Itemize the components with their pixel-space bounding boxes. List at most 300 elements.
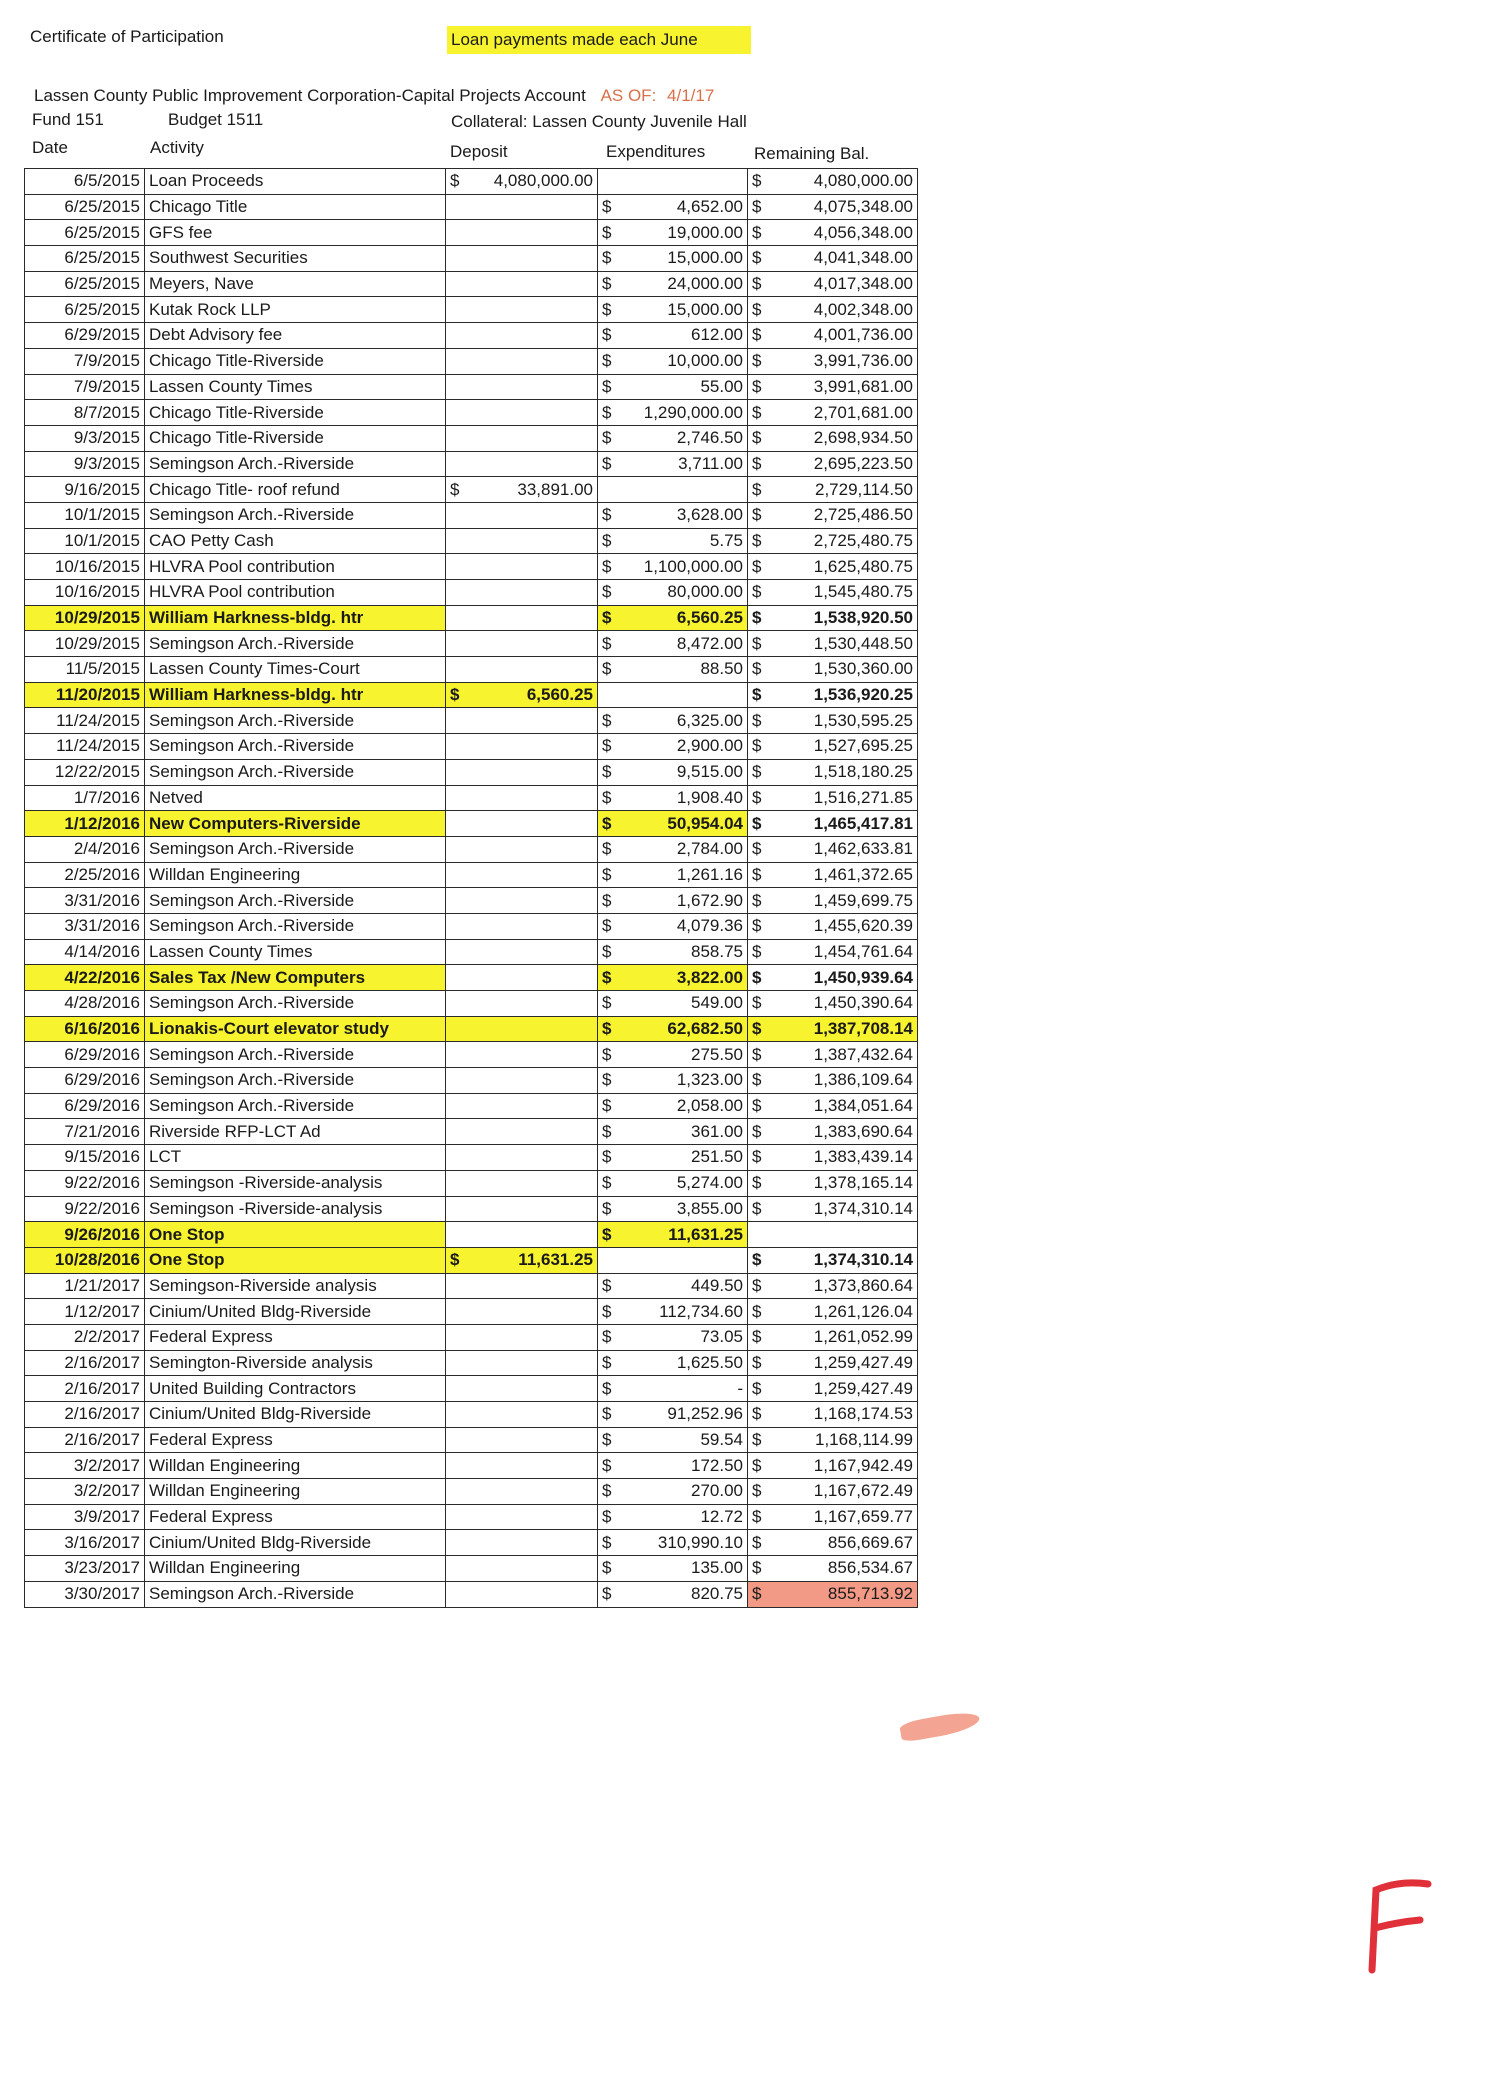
currency-symbol: $	[752, 351, 762, 371]
cell-activity: One Stop	[145, 1222, 446, 1248]
bal-value: 1,374,310.14	[813, 1250, 913, 1270]
cell-expenditure	[598, 1479, 748, 1505]
cell-expenditure	[598, 862, 748, 888]
cell-deposit	[446, 785, 598, 811]
bal-value: 1,545,480.75	[813, 582, 913, 602]
cell-expenditure	[598, 888, 748, 914]
exp-value: 15,000.00	[667, 248, 743, 268]
bal-value: 1,383,690.64	[813, 1121, 913, 1141]
cell-balance	[748, 220, 918, 246]
cell-activity: Riverside RFP-LCT Ad	[145, 1119, 446, 1145]
cell-deposit	[446, 708, 598, 734]
currency-symbol: $	[752, 1430, 762, 1450]
cell-balance	[748, 425, 918, 451]
cell-date: 6/16/2016	[25, 1016, 145, 1042]
cell-expenditure	[598, 580, 748, 606]
currency-symbol: $	[602, 1584, 612, 1604]
loan-payments-note: Loan payments made each June	[447, 26, 751, 54]
table-row	[25, 1042, 918, 1068]
currency-symbol: $	[752, 582, 762, 602]
table-row	[25, 297, 918, 323]
cell-balance	[748, 348, 918, 374]
cell-expenditure	[598, 1530, 748, 1556]
column-header-date: Date	[32, 138, 68, 157]
table-row	[25, 991, 918, 1017]
cell-activity: William Harkness-bldg. htr	[145, 605, 446, 631]
cell-date: 10/16/2015	[25, 580, 145, 606]
currency-symbol: $	[752, 1352, 762, 1372]
cell-expenditure	[598, 194, 748, 220]
currency-symbol: $	[602, 993, 612, 1013]
cell-date: 10/28/2016	[25, 1247, 145, 1273]
cell-deposit	[446, 811, 598, 837]
exp-value: 24,000.00	[667, 274, 743, 294]
currency-symbol: $	[602, 428, 612, 448]
currency-symbol: $	[602, 1301, 612, 1321]
cell-deposit	[446, 220, 598, 246]
cell-activity: Willdan Engineering	[145, 1453, 446, 1479]
table-row	[25, 554, 918, 580]
as-of-date: 4/1/17	[667, 86, 715, 105]
account-line	[34, 86, 714, 106]
currency-symbol: $	[752, 248, 762, 268]
cell-activity: Semingson Arch.-Riverside	[145, 1581, 446, 1607]
table-row	[25, 1196, 918, 1222]
cell-balance	[748, 1273, 918, 1299]
cell-date: 6/29/2016	[25, 1068, 145, 1094]
cell-date: 1/12/2016	[25, 811, 145, 837]
exp-value: 172.50	[691, 1455, 743, 1475]
as-of-label: AS OF:	[600, 86, 657, 105]
currency-symbol: $	[752, 813, 762, 833]
cell-deposit	[446, 425, 598, 451]
cell-expenditure	[598, 528, 748, 554]
currency-symbol: $	[752, 1121, 762, 1141]
cell-date: 6/25/2015	[25, 246, 145, 272]
currency-symbol: $	[602, 659, 612, 679]
currency-symbol: $	[602, 556, 612, 576]
table-row	[25, 1427, 918, 1453]
cell-activity: Sales Tax /New Computers	[145, 965, 446, 991]
cell-activity: Semingson Arch.-Riverside	[145, 888, 446, 914]
cell-activity: Cinium/United Bldg-Riverside	[145, 1530, 446, 1556]
cell-balance	[748, 580, 918, 606]
exp-value: 9,515.00	[676, 762, 743, 782]
collateral-label: Collateral: Lassen County Juvenile Hall	[451, 112, 747, 131]
currency-symbol: $	[602, 1430, 612, 1450]
cell-expenditure	[598, 1042, 748, 1068]
cell-expenditure	[598, 1247, 748, 1273]
cell-deposit	[446, 682, 598, 708]
currency-symbol: $	[752, 1404, 762, 1424]
currency-symbol: $	[602, 505, 612, 525]
table-row	[25, 862, 918, 888]
currency-symbol: $	[602, 351, 612, 371]
table-row	[25, 1247, 918, 1273]
cell-activity: Chicago Title-Riverside	[145, 348, 446, 374]
exp-value: 1,908.40	[676, 787, 743, 807]
cell-deposit	[446, 1196, 598, 1222]
cell-activity: HLVRA Pool contribution	[145, 580, 446, 606]
cell-deposit	[446, 631, 598, 657]
table-row	[25, 580, 918, 606]
cell-activity: Semingson Arch.-Riverside	[145, 708, 446, 734]
cell-balance	[748, 451, 918, 477]
exp-value: 2,784.00	[676, 839, 743, 859]
cell-date: 3/30/2017	[25, 1581, 145, 1607]
bal-value: 2,725,486.50	[813, 505, 913, 525]
exp-value: 1,290,000.00	[643, 402, 743, 422]
currency-symbol: $	[752, 1507, 762, 1527]
cell-date: 3/2/2017	[25, 1479, 145, 1505]
cell-activity: Federal Express	[145, 1504, 446, 1530]
column-header-remaining: Remaining Bal.	[754, 144, 870, 163]
currency-symbol: $	[602, 916, 612, 936]
cell-date: 10/16/2015	[25, 554, 145, 580]
cell-activity: Semingson Arch.-Riverside	[145, 1093, 446, 1119]
cell-expenditure	[598, 1402, 748, 1428]
cell-balance	[748, 374, 918, 400]
table-row	[25, 1479, 918, 1505]
currency-symbol: $	[602, 608, 612, 628]
cell-expenditure	[598, 169, 748, 195]
cell-date: 10/1/2015	[25, 502, 145, 528]
cell-deposit	[446, 1042, 598, 1068]
cell-expenditure	[598, 939, 748, 965]
bal-value: 1,450,939.64	[813, 967, 913, 987]
cell-activity: Southwest Securities	[145, 246, 446, 272]
table-row	[25, 913, 918, 939]
currency-symbol: $	[752, 993, 762, 1013]
cell-balance	[748, 759, 918, 785]
table-row	[25, 374, 918, 400]
currency-symbol: $	[602, 710, 612, 730]
cell-date: 2/2/2017	[25, 1324, 145, 1350]
currency-symbol: $	[602, 1173, 612, 1193]
cell-expenditure	[598, 605, 748, 631]
exp-value: 858.75	[691, 941, 743, 961]
cell-balance	[748, 965, 918, 991]
cell-deposit	[446, 862, 598, 888]
cell-date: 9/3/2015	[25, 425, 145, 451]
cell-deposit	[446, 991, 598, 1017]
cell-expenditure	[598, 1376, 748, 1402]
currency-symbol: $	[752, 222, 762, 242]
bal-value: 4,080,000.00	[813, 171, 913, 191]
table-row	[25, 1376, 918, 1402]
cell-expenditure	[598, 1453, 748, 1479]
cell-date: 10/29/2015	[25, 631, 145, 657]
cell-deposit	[446, 1324, 598, 1350]
cell-expenditure	[598, 1068, 748, 1094]
currency-symbol: $	[752, 376, 762, 396]
bal-value: 1,387,708.14	[813, 1019, 913, 1039]
cell-activity: William Harkness-bldg. htr	[145, 682, 446, 708]
cell-balance	[748, 1119, 918, 1145]
currency-symbol: $	[602, 967, 612, 987]
currency-symbol: $	[752, 1250, 762, 1270]
account-name: Lassen County Public Improvement Corporation-Capital Projects Account	[34, 86, 586, 105]
cell-balance	[748, 682, 918, 708]
table-row	[25, 1530, 918, 1556]
currency-symbol: $	[752, 428, 762, 448]
bal-value: 1,625,480.75	[813, 556, 913, 576]
cell-deposit	[446, 1273, 598, 1299]
exp-value: 135.00	[691, 1558, 743, 1578]
cell-activity: Semingson Arch.-Riverside	[145, 913, 446, 939]
cell-balance	[748, 1402, 918, 1428]
exp-value: 2,058.00	[676, 1096, 743, 1116]
cell-date: 11/5/2015	[25, 657, 145, 683]
cell-deposit	[446, 169, 598, 195]
currency-symbol: $	[752, 1378, 762, 1398]
table-row	[25, 1556, 918, 1582]
bal-value: 1,538,920.50	[813, 608, 913, 628]
currency-symbol: $	[602, 1455, 612, 1475]
cell-balance	[748, 1479, 918, 1505]
currency-symbol: $	[752, 1019, 762, 1039]
cell-deposit	[446, 734, 598, 760]
currency-symbol: $	[602, 222, 612, 242]
cell-date: 9/15/2016	[25, 1145, 145, 1171]
cell-balance	[748, 1170, 918, 1196]
table-row	[25, 734, 918, 760]
cell-deposit	[446, 246, 598, 272]
cell-balance	[748, 297, 918, 323]
currency-symbol: $	[752, 1044, 762, 1064]
exp-value: 310,990.10	[657, 1532, 743, 1552]
cell-expenditure	[598, 323, 748, 349]
table-row	[25, 451, 918, 477]
table-row	[25, 1145, 918, 1171]
table-row	[25, 657, 918, 683]
table-row	[25, 271, 918, 297]
cell-activity: Semingson Arch.-Riverside	[145, 836, 446, 862]
cell-date: 1/12/2017	[25, 1299, 145, 1325]
bal-value: 3,991,681.00	[813, 376, 913, 396]
cell-activity: Loan Proceeds	[145, 169, 446, 195]
cell-balance	[748, 991, 918, 1017]
cell-expenditure	[598, 425, 748, 451]
exp-value: 6,325.00	[676, 710, 743, 730]
cell-date: 8/7/2015	[25, 400, 145, 426]
cell-deposit	[446, 913, 598, 939]
table-row	[25, 246, 918, 272]
cell-deposit	[446, 1376, 598, 1402]
cell-balance	[748, 194, 918, 220]
cell-date: 6/25/2015	[25, 271, 145, 297]
cell-activity: Federal Express	[145, 1324, 446, 1350]
exp-value: 88.50	[700, 659, 743, 679]
bal-value: 2,729,114.50	[815, 479, 913, 499]
table-row	[25, 1453, 918, 1479]
bal-value: 4,056,348.00	[813, 222, 913, 242]
bal-value: 855,713.92	[827, 1584, 913, 1604]
table-row	[25, 708, 918, 734]
cell-deposit	[446, 271, 598, 297]
bal-value: 4,041,348.00	[813, 248, 913, 268]
currency-symbol: $	[602, 530, 612, 550]
exp-value: 449.50	[691, 1275, 743, 1295]
exp-value: 612.00	[691, 325, 743, 345]
currency-symbol: $	[602, 1275, 612, 1295]
cell-date: 9/3/2015	[25, 451, 145, 477]
cell-balance	[748, 400, 918, 426]
cell-expenditure	[598, 913, 748, 939]
cell-activity: Chicago Title-Riverside	[145, 400, 446, 426]
cell-balance	[748, 939, 918, 965]
cell-activity: Semington-Riverside analysis	[145, 1350, 446, 1376]
cell-expenditure	[598, 1170, 748, 1196]
currency-symbol: $	[752, 1532, 762, 1552]
currency-symbol: $	[752, 453, 762, 473]
cell-date: 3/31/2016	[25, 913, 145, 939]
cell-deposit	[446, 348, 598, 374]
cell-date: 3/2/2017	[25, 1453, 145, 1479]
cell-balance	[748, 1145, 918, 1171]
cell-deposit	[446, 657, 598, 683]
cell-expenditure	[598, 1556, 748, 1582]
ledger-table	[24, 168, 918, 1608]
exp-value: 112,734.60	[659, 1301, 743, 1321]
bal-value: 856,534.67	[827, 1558, 913, 1578]
cell-deposit	[446, 1222, 598, 1248]
cell-date: 6/29/2016	[25, 1093, 145, 1119]
currency-symbol: $	[752, 787, 762, 807]
bal-value: 4,001,736.00	[813, 325, 913, 345]
currency-symbol: $	[752, 274, 762, 294]
cell-activity: Chicago Title	[145, 194, 446, 220]
bal-value: 1,384,051.64	[813, 1096, 913, 1116]
currency-symbol: $	[602, 1121, 612, 1141]
cell-balance	[748, 1581, 918, 1607]
currency-symbol: $	[602, 736, 612, 756]
exp-value: 10,000.00	[667, 351, 743, 371]
currency-symbol: $	[602, 839, 612, 859]
currency-symbol: $	[602, 1070, 612, 1090]
currency-symbol: $	[602, 633, 612, 653]
currency-symbol: $	[752, 890, 762, 910]
cell-expenditure	[598, 1222, 748, 1248]
cell-expenditure	[598, 1119, 748, 1145]
exp-value: 3,822.00	[676, 967, 743, 987]
currency-symbol: $	[602, 299, 612, 319]
bal-value: 1,167,659.77	[813, 1507, 913, 1527]
cell-activity: Debt Advisory fee	[145, 323, 446, 349]
cell-balance	[748, 1196, 918, 1222]
cell-balance	[748, 811, 918, 837]
cell-date: 9/22/2016	[25, 1196, 145, 1222]
cell-activity: Semingson Arch.-Riverside	[145, 1042, 446, 1068]
cell-balance	[748, 631, 918, 657]
cell-date: 11/24/2015	[25, 708, 145, 734]
exp-value: 1,261.16	[676, 864, 743, 884]
cell-balance	[748, 1247, 918, 1273]
cell-activity: Chicago Title- roof refund	[145, 477, 446, 503]
table-row	[25, 528, 918, 554]
currency-symbol: $	[752, 608, 762, 628]
cell-deposit	[446, 1119, 598, 1145]
cell-expenditure	[598, 246, 748, 272]
cell-deposit	[446, 554, 598, 580]
currency-symbol: $	[602, 1404, 612, 1424]
exp-value: 91,252.96	[667, 1404, 743, 1424]
table-row	[25, 1016, 918, 1042]
ledger-body	[25, 169, 918, 1608]
cell-deposit	[446, 502, 598, 528]
bal-value: 1,261,052.99	[813, 1327, 913, 1347]
table-row	[25, 425, 918, 451]
table-row	[25, 759, 918, 785]
budget-label: Budget 1511	[168, 110, 264, 129]
exp-value: 549.00	[691, 993, 743, 1013]
currency-symbol: $	[752, 710, 762, 730]
cell-deposit	[446, 1581, 598, 1607]
table-row	[25, 605, 918, 631]
cell-activity: Semingson Arch.-Riverside	[145, 759, 446, 785]
cell-balance	[748, 657, 918, 683]
cell-deposit	[446, 888, 598, 914]
exp-value: 1,323.00	[676, 1070, 743, 1090]
bal-value: 2,695,223.50	[813, 453, 913, 473]
bal-value: 1,530,360.00	[813, 659, 913, 679]
exp-value: 80,000.00	[667, 582, 743, 602]
cell-deposit	[446, 1402, 598, 1428]
bal-value: 1,462,633.81	[813, 839, 913, 859]
currency-symbol: $	[752, 685, 762, 705]
currency-symbol: $	[752, 1096, 762, 1116]
currency-symbol: $	[752, 659, 762, 679]
bal-value: 4,017,348.00	[813, 274, 913, 294]
currency-symbol: $	[602, 787, 612, 807]
cell-date: 12/22/2015	[25, 759, 145, 785]
bal-value: 1,459,699.75	[813, 890, 913, 910]
table-row	[25, 477, 918, 503]
cell-balance	[748, 271, 918, 297]
cell-deposit	[446, 400, 598, 426]
cell-date: 2/16/2017	[25, 1350, 145, 1376]
exp-value: 4,079.36	[676, 916, 743, 936]
cell-activity: GFS fee	[145, 220, 446, 246]
cell-expenditure	[598, 1504, 748, 1530]
cell-date: 2/16/2017	[25, 1402, 145, 1428]
table-row	[25, 1170, 918, 1196]
currency-symbol: $	[752, 1558, 762, 1578]
exp-value: 6,560.25	[676, 608, 743, 628]
cell-expenditure	[598, 1299, 748, 1325]
currency-symbol: $	[602, 1481, 612, 1501]
cell-expenditure	[598, 400, 748, 426]
bal-value: 1,530,595.25	[813, 710, 913, 730]
cell-balance	[748, 1068, 918, 1094]
currency-symbol: $	[602, 1507, 612, 1527]
cell-deposit	[446, 323, 598, 349]
cell-deposit	[446, 1247, 598, 1273]
cell-expenditure	[598, 991, 748, 1017]
cell-deposit	[446, 477, 598, 503]
cell-expenditure	[598, 1145, 748, 1171]
cell-date: 9/22/2016	[25, 1170, 145, 1196]
currency-symbol: $	[752, 556, 762, 576]
table-row	[25, 1402, 918, 1428]
deposit-value: 4,080,000.00	[493, 171, 593, 191]
currency-symbol: $	[602, 1378, 612, 1398]
currency-symbol: $	[450, 171, 460, 191]
cell-balance	[748, 1556, 918, 1582]
cell-deposit	[446, 1453, 598, 1479]
bal-value: 1,450,390.64	[813, 993, 913, 1013]
cell-activity: Kutak Rock LLP	[145, 297, 446, 323]
